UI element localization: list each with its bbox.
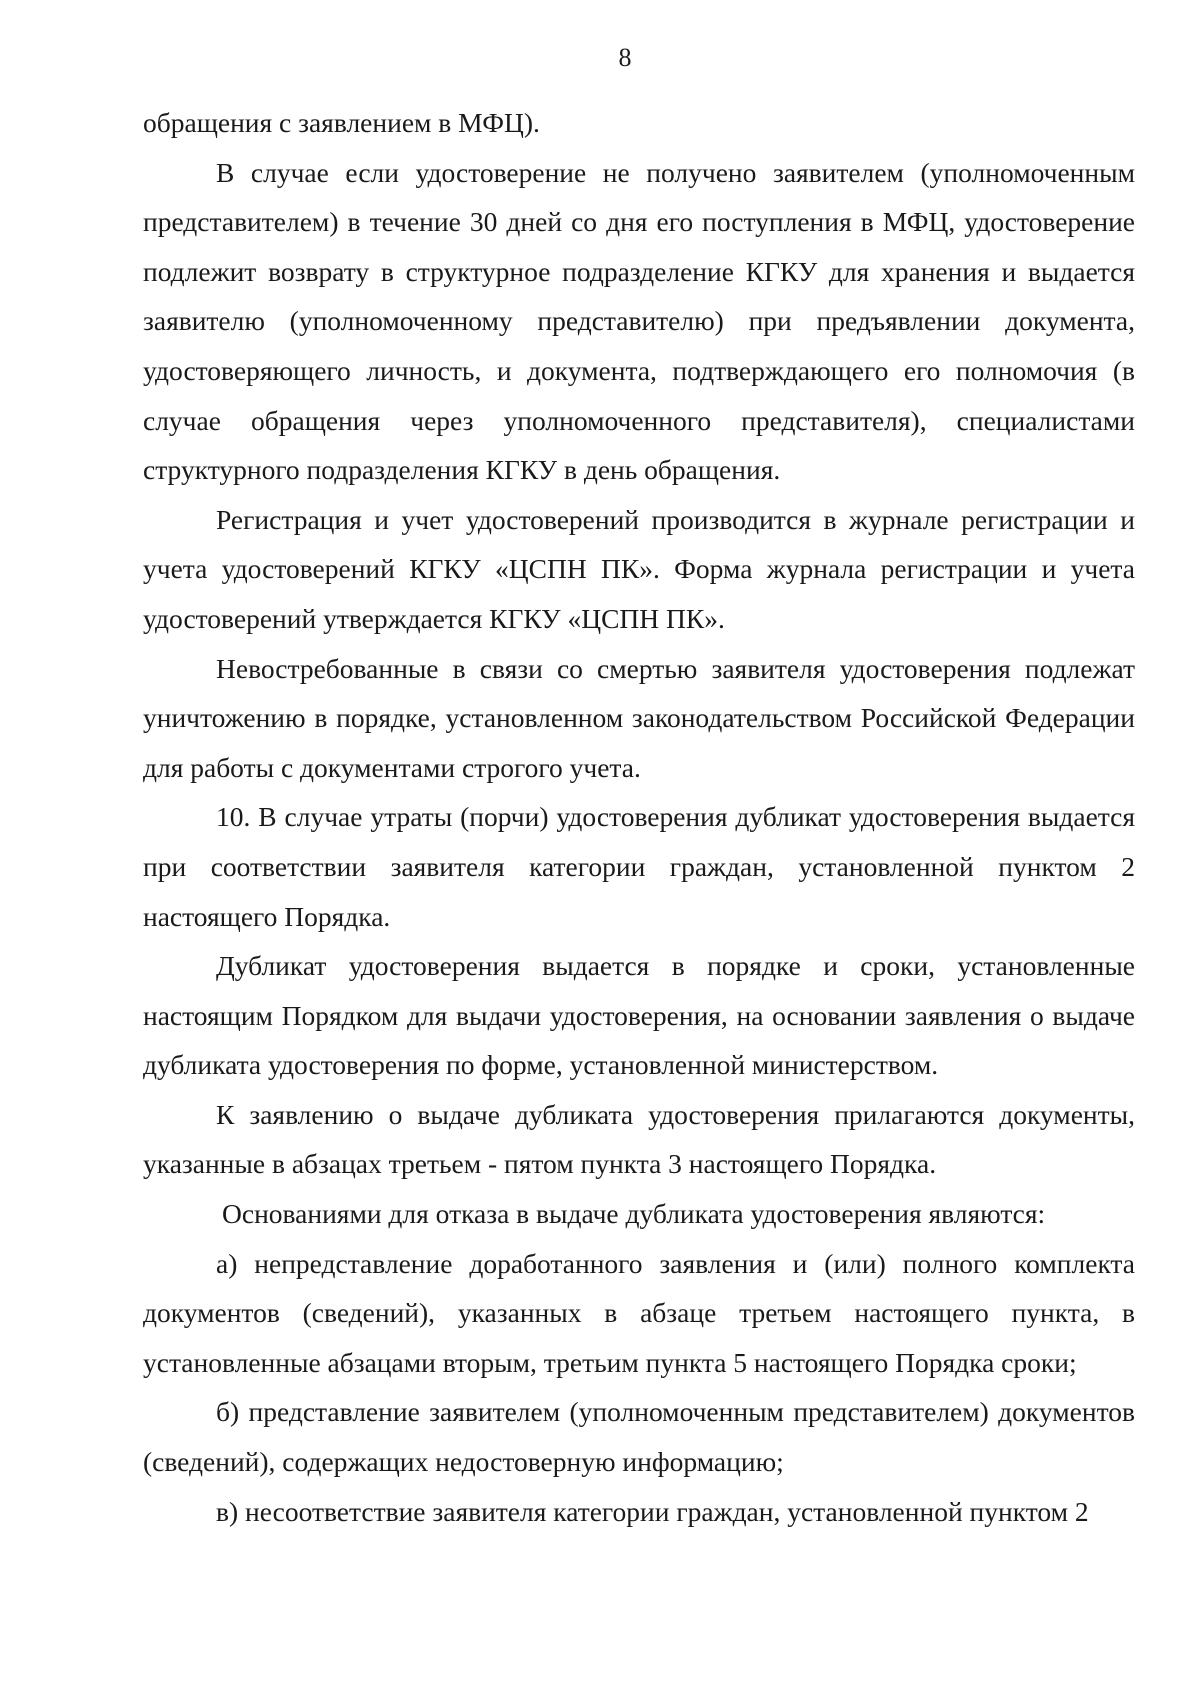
list-item-b: б) представление заявителем (уполномоченным представителем) документов (сведений), содержащих недостоверную информацию; bbox=[143, 1396, 1135, 1478]
list-item-a: а) непредставление доработанного заявления и (или) полного комплекта документов (сведений), указанных в абзаце третьем настоящего пункта, в установленные абзацами вторым, третьим пункта 5 настоящего Порядка сроки; bbox=[143, 1247, 1135, 1378]
page-number: 8 bbox=[618, 43, 632, 72]
paragraph-undelivered-certificate: В случае если удостоверение не получено заявителем (уполномоченным представителем) в течение 30 дней со дня его поступления в МФЦ, удостоверение подлежит возврату в структурное подразделение КГКУ для хранения и выдается заявителю (уполномоченному представителю) при предъявлении документа, удостоверяющего личность, и документа, подтверждающего его полномочия (в случае обращения через уполномоченного представителя), специалистами структурного подразделения КГКУ в день обращения. bbox=[143, 156, 1135, 486]
paragraph-registration-journal: Регистрация и учет удостоверений производится в журнале регистрации и учета удостоверений КГКУ «ЦСПН ПК». Форма журнала регистрации и учета удостоверений утверждается КГКУ «ЦСПН ПК». bbox=[143, 503, 1135, 634]
paragraph-duplicate-documents: К заявлению о выдаче дубликата удостоверения прилагаются документы, указанные в абзацах третьем - пятом пункта 3 настоящего Порядка. bbox=[143, 1098, 1135, 1180]
paragraph-refusal-grounds: Основаниями для отказа в выдаче дубликата удостоверения являются: bbox=[222, 1198, 1046, 1230]
paragraph-item-10-duplicate: 10. В случае утраты (порчи) удостоверения дубликат удостоверения выдается при соответствии заявителя категории граждан, установленной пунктом 2 настоящего Порядка. bbox=[143, 801, 1135, 932]
paragraph-duplicate-procedure: Дубликат удостоверения выдается в порядке и сроки, установленные настоящим Порядком для выдачи удостоверения, на основании заявления о выдаче дубликата удостоверения по форме, установленной министерством. bbox=[143, 950, 1135, 1081]
paragraph-unclaimed-destruction: Невостребованные в связи со смертью заявителя удостоверения подлежат уничтожению в порядке, установленном законодательством Российской Федерации для работы с документами строгого учета. bbox=[143, 652, 1135, 783]
document-body bbox=[143, 98, 1135, 1536]
list-item-v: в) несоответствие заявителя категории граждан, установленной пунктом 2 bbox=[216, 1495, 1089, 1527]
paragraph-continuation: обращения с заявлением в МФЦ). bbox=[143, 107, 540, 138]
